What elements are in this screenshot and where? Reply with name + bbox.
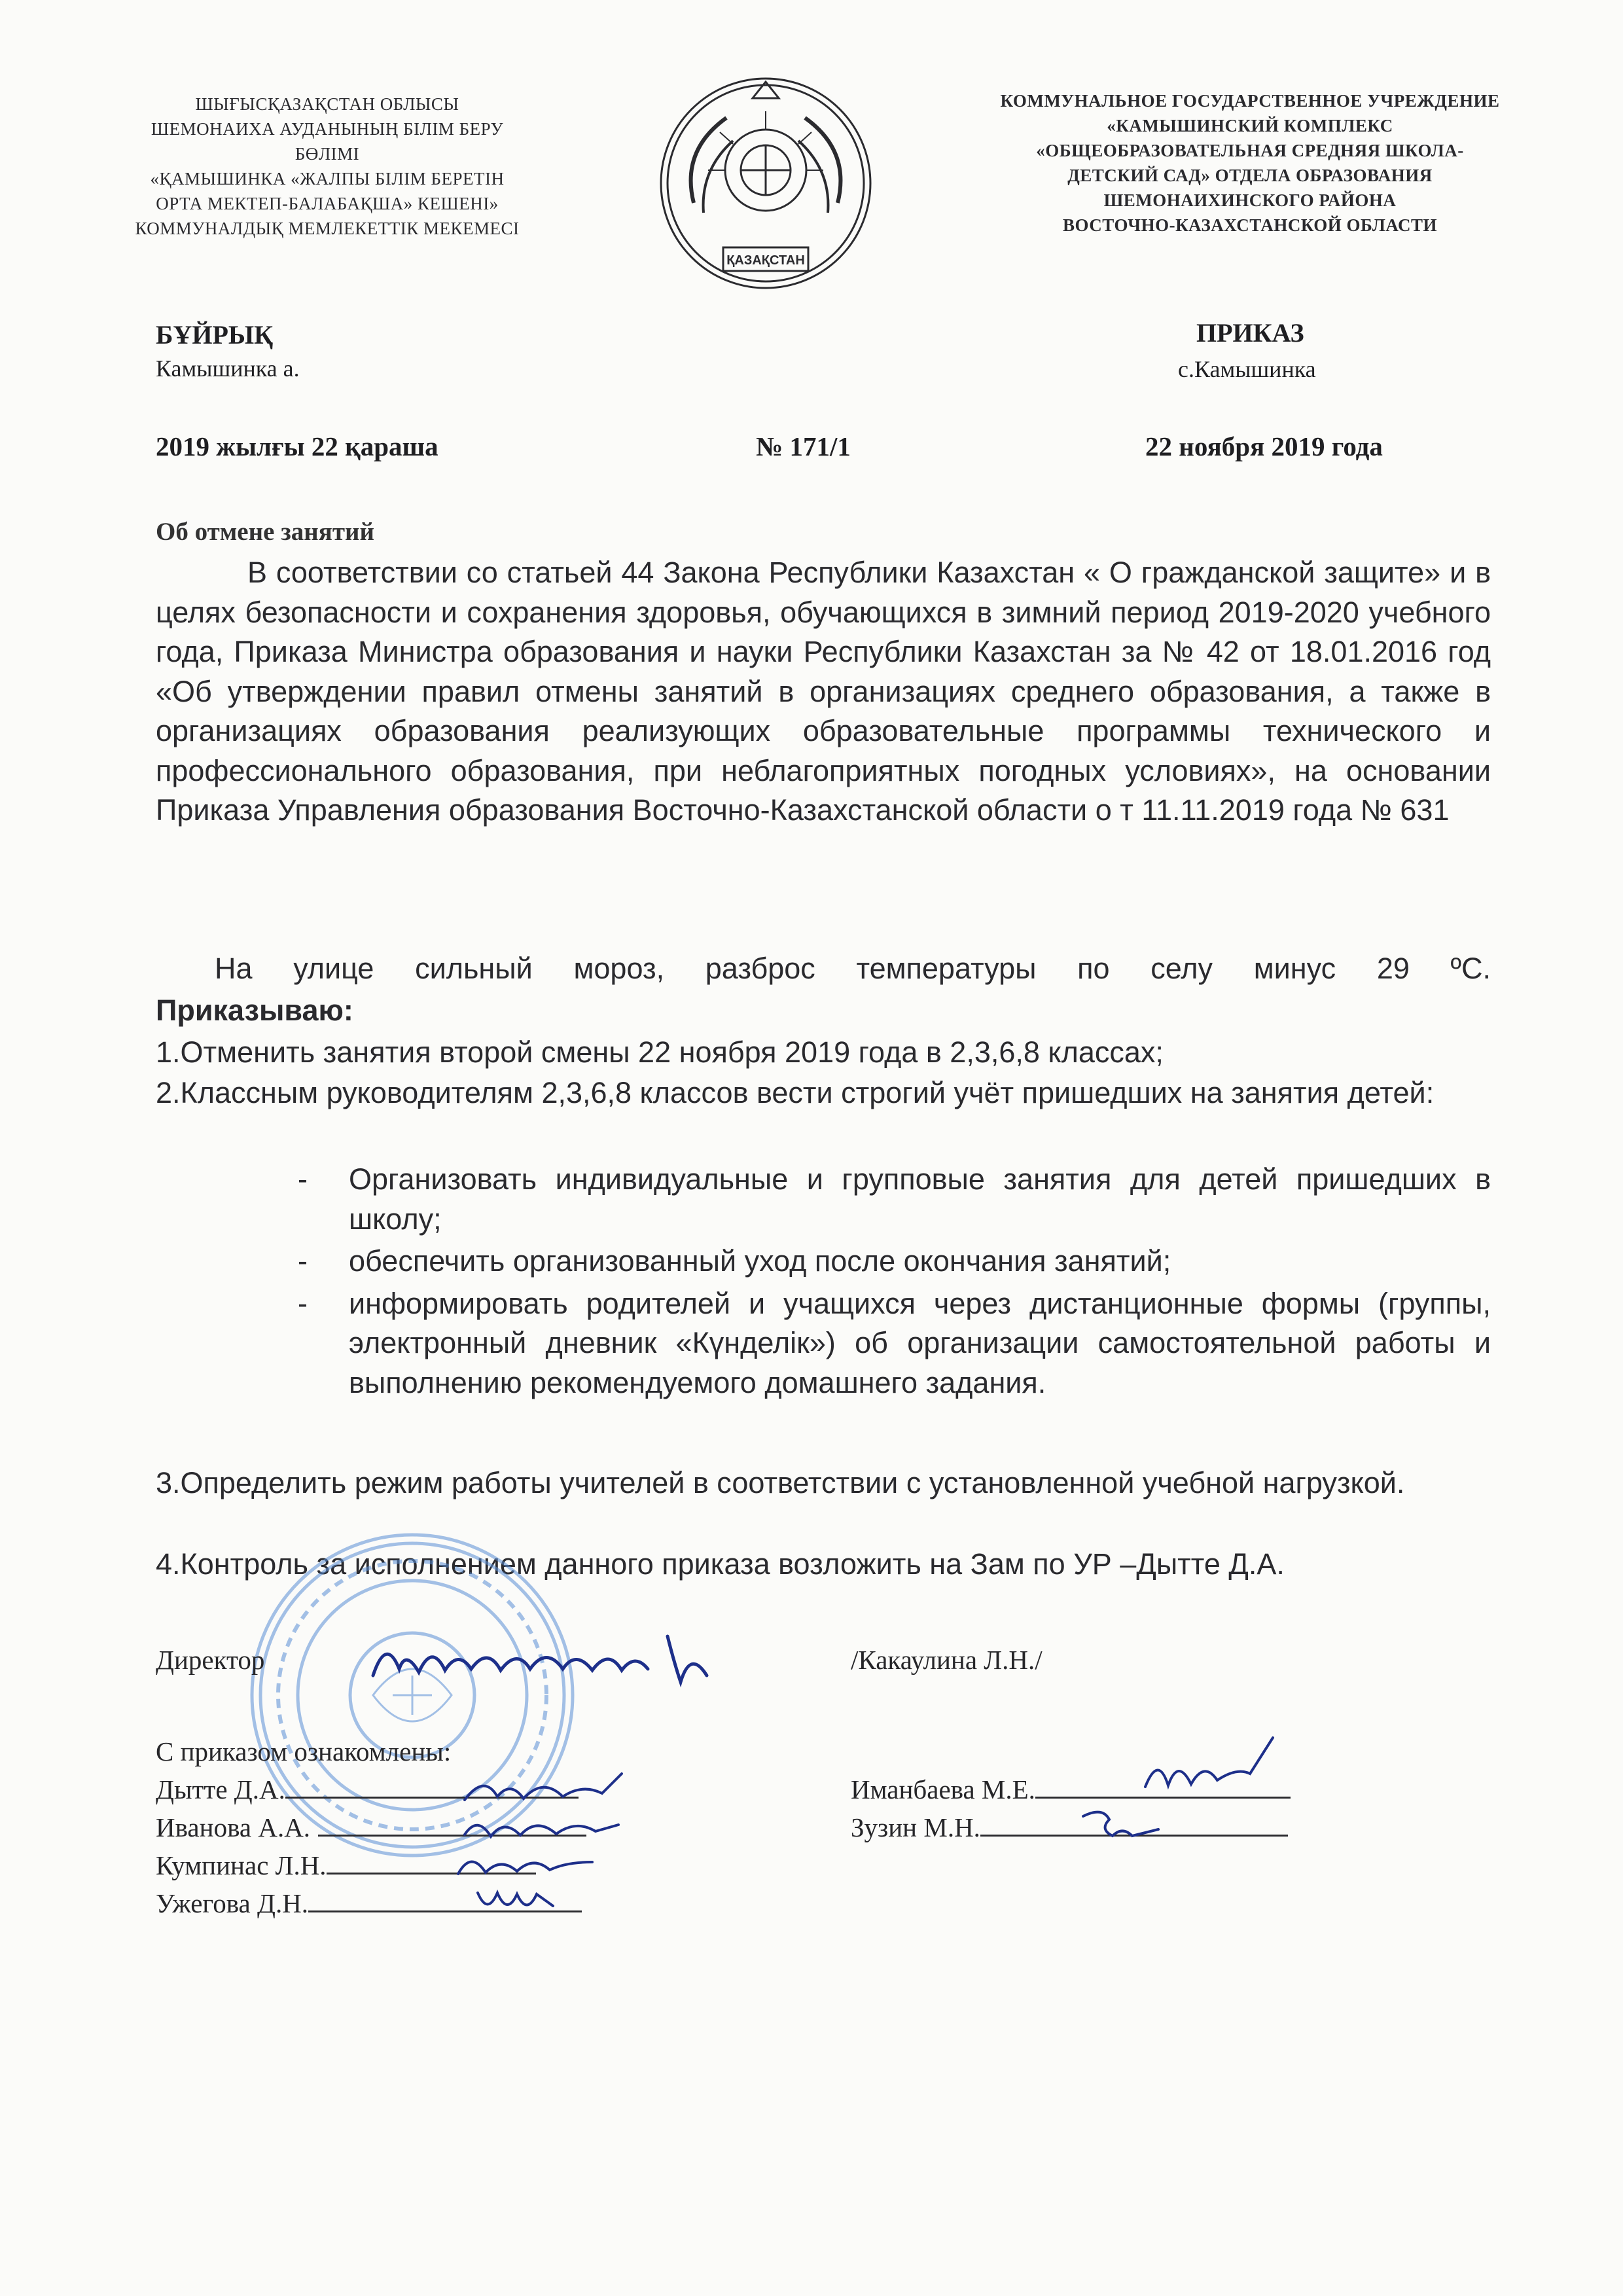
place-ru: с.Камышинка bbox=[1178, 356, 1316, 382]
list-dash: - bbox=[298, 1162, 308, 1196]
header-right-line: ВОСТОЧНО-КАЗАХСТАНСКОЙ ОБЛАСТИ bbox=[1062, 215, 1438, 235]
signature-imanbaeva-icon bbox=[1139, 1734, 1283, 1806]
header-right-line: ДЕТСКИЙ САД» ОТДЕЛА ОБРАЗОВАНИЯ bbox=[1067, 166, 1433, 185]
header-right-line: КОММУНАЛЬНОЕ ГОСУДАРСТВЕННОЕ УЧРЕЖДЕНИЕ bbox=[1000, 91, 1500, 111]
preamble-paragraph: В соответствии со статьей 44 Закона Республики Казахстан « О гражданской защите» и в целях безопасности и сохранения здоровья, обучающихся в зимний период 2019-2020 учебного года, Приказа Министра образования и науки Республики Казахстан за № 42 от 18.01.2016 год «Об утверждении правил отмены занятий в организациях среднего образования, а также в организациях образования реализующих образовательные программы технического и профессионального образования, при неблагоприятных погодных условиях», на основании Приказа Управления образования Восточно-Казахстанской области о т 11.11.2019 года № 631 bbox=[156, 556, 1491, 827]
ack-name: Ужегова Д.Н. bbox=[156, 1888, 309, 1918]
sublist-item-text: Организовать индивидуальные и групповые занятия для детей пришедших в школу; bbox=[349, 1162, 1491, 1236]
ack-name: Иманбаева М.Е. bbox=[851, 1774, 1035, 1804]
ack-name: Зузин М.Н. bbox=[851, 1812, 980, 1842]
header-left-line: ШЫҒЫСҚАЗАҚСТАН ОБЛЫСЫ bbox=[195, 94, 459, 114]
sublist-item bbox=[298, 1284, 1491, 1403]
sublist-item-text: информировать родителей и учащихся через дистанционные формы (группы, электронный дневник «Күнделік») об организации самостоятельной работы и выполнению рекомендуемого домашнего задания. bbox=[349, 1286, 1491, 1399]
header-right-line: «ОБЩЕОБРАЗОВАТЕЛЬНАЯ СРЕДНЯЯ ШКОЛА- bbox=[1036, 141, 1464, 160]
ack-name: Кумпинас Л.Н. bbox=[156, 1850, 327, 1880]
list-dash: - bbox=[298, 1286, 308, 1320]
header-left-line: ОРТА МЕКТЕП-БАЛАБАҚША» КЕШЕНІ» bbox=[156, 194, 499, 213]
header-left-kz bbox=[72, 92, 582, 241]
header-right-line: «КАМЫШИНСКИЙ КОМПЛЕКС bbox=[1107, 116, 1393, 135]
header-right-line: ШЕМОНАИХИНСКОГО РАЙОНА bbox=[1103, 190, 1397, 210]
list-dash: - bbox=[298, 1244, 308, 1278]
order-item-1: 1.Отменить занятия второй смены 22 ноября 2019 года в 2,3,6,8 классах; bbox=[156, 1035, 1164, 1069]
header-left-line: БӨЛІМІ bbox=[294, 144, 360, 164]
sublist-item bbox=[298, 1160, 1491, 1239]
order-subject: Об отмене занятий bbox=[156, 518, 374, 546]
order-number: № 171/1 bbox=[756, 431, 851, 461]
state-emblem-icon bbox=[654, 72, 877, 295]
director-name: /Какаулина Л.Н./ bbox=[851, 1645, 1043, 1675]
acknowledged-label: С приказом ознакомлены: bbox=[156, 1736, 452, 1767]
header-left-line: ШЕМОНАИХА АУДАНЫНЫҢ БІЛІМ БЕРУ bbox=[151, 119, 504, 139]
ack-name: Иванова А.А. bbox=[156, 1812, 311, 1842]
place-kz: Камышинка а. bbox=[156, 355, 300, 382]
signature-zuzin-icon bbox=[1073, 1800, 1171, 1852]
ack-name: Дытте Д.А. bbox=[156, 1774, 285, 1804]
header-left-line: КОММУНАЛДЫҚ МЕМЛЕКЕТТІК МЕКЕМЕСІ bbox=[135, 219, 520, 238]
order-date-kz: 2019 жылғы 22 қараша bbox=[156, 431, 438, 461]
order-title-ru: ПРИКАЗ bbox=[1196, 318, 1304, 348]
weather-paragraph: На улице сильный мороз, разброс температуры по селу минус 29 ºС. bbox=[215, 952, 1491, 985]
order-title-kz: БҰЙРЫҚ bbox=[156, 320, 274, 350]
director-signature-icon bbox=[366, 1623, 733, 1695]
order-item-2: 2.Классным руководителям 2,3,6,8 классов вести строгий учёт пришедших на занятия детей: bbox=[156, 1076, 1435, 1109]
sublist-item-text: обеспечить организованный уход после окончания занятий; bbox=[349, 1244, 1171, 1278]
header-right-ru bbox=[929, 88, 1571, 238]
order-item-2-sublist bbox=[298, 1160, 1491, 1405]
order-verb: Приказываю: bbox=[156, 994, 353, 1027]
order-item-3: 3.Определить режим работы учителей в соответствии с установленной учебной нагрузкой. bbox=[156, 1466, 1405, 1499]
header-left-line: «ҚАМЫШИНКА «ЖАЛПЫ БІЛІМ БЕРЕТІН bbox=[150, 169, 505, 188]
sublist-item bbox=[298, 1242, 1491, 1282]
ack-row bbox=[851, 1808, 1291, 1846]
director-label: Директор bbox=[156, 1645, 265, 1675]
signature-uzhegova-icon bbox=[471, 1880, 563, 1926]
order-date-ru: 22 ноября 2019 года bbox=[1145, 431, 1383, 461]
order-item-4: 4.Контроль за исполнением данного приказа возложить на Зам по УР –Дытте Д.А. bbox=[156, 1547, 1285, 1581]
emblem-label: ҚАЗАҚСТАН bbox=[726, 253, 805, 268]
